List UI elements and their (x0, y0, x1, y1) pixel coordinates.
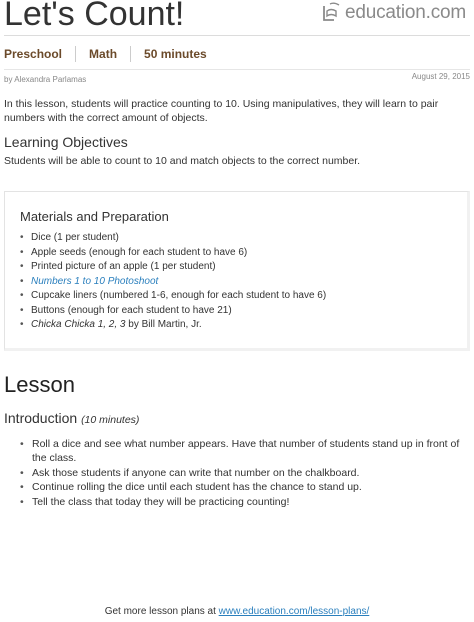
objectives-heading: Learning Objectives (4, 134, 128, 150)
education-logo-icon (321, 2, 343, 24)
publish-date: August 29, 2015 (411, 72, 470, 81)
logo-text: education.com (345, 2, 466, 23)
meta-divider (4, 69, 470, 70)
grade-label: Preschool (4, 47, 63, 61)
materials-panel (4, 191, 470, 351)
materials-list (19, 231, 326, 333)
page-title: Let's Count! (4, 0, 185, 33)
list-item: • Ask those students if anyone can write that number on the chalkboard. (20, 466, 470, 480)
list-item: • Continue rolling the dice until each student has the chance to stand up. (20, 480, 470, 494)
list-item: • Buttons (enough for each student to have 21) (19, 304, 326, 319)
objectives-text: Students will be able to count to 10 and match objects to the correct number. (4, 155, 361, 167)
list-item: • Roll a dice and see what number appears. Have that number of students stand up in front of the class. (20, 437, 470, 465)
list-item: • Apple seeds (enough for each student to have 6) (19, 246, 326, 261)
photoshoot-link[interactable]: • Numbers 1 to 10 Photoshoot (19, 275, 326, 290)
list-item (19, 318, 326, 333)
introduction-heading (4, 410, 139, 426)
meta-separator (75, 46, 76, 62)
introduction-duration: (10 minutes) (81, 414, 140, 426)
list-item: • Tell the class that today they will be practicing counting! (20, 495, 470, 509)
lesson-intro: In this lesson, students will practice counting to 10. Using manipulatives, they will learn to pair numbers with the correct amount of objects. (4, 98, 439, 124)
duration-label: 50 minutes (144, 47, 207, 61)
materials-heading: Materials and Preparation (20, 209, 169, 224)
header-divider (4, 35, 470, 36)
page-footer (0, 606, 474, 617)
education-logo[interactable] (321, 2, 466, 24)
list-item: • Dice (1 per student) (19, 231, 326, 246)
lesson-heading: Lesson (4, 372, 75, 397)
list-item: • Cupcake liners (numbered 1-6, enough for each student to have 6) (19, 289, 326, 304)
author-byline: by Alexandra Parlamas (4, 75, 87, 84)
meta-separator (130, 46, 131, 62)
book-title: Chicka Chicka 1, 2, 3 (31, 319, 126, 330)
lesson-plans-link[interactable]: www.education.com/lesson-plans/ (218, 606, 370, 617)
footer-text: Get more lesson plans at (104, 606, 219, 617)
list-item: • Printed picture of an apple (1 per student) (19, 260, 326, 275)
book-author: by Bill Martin, Jr. (125, 319, 202, 330)
introduction-steps (20, 437, 470, 509)
lesson-meta (4, 46, 207, 62)
introduction-label: Introduction (4, 410, 78, 426)
subject-label: Math (89, 47, 118, 61)
